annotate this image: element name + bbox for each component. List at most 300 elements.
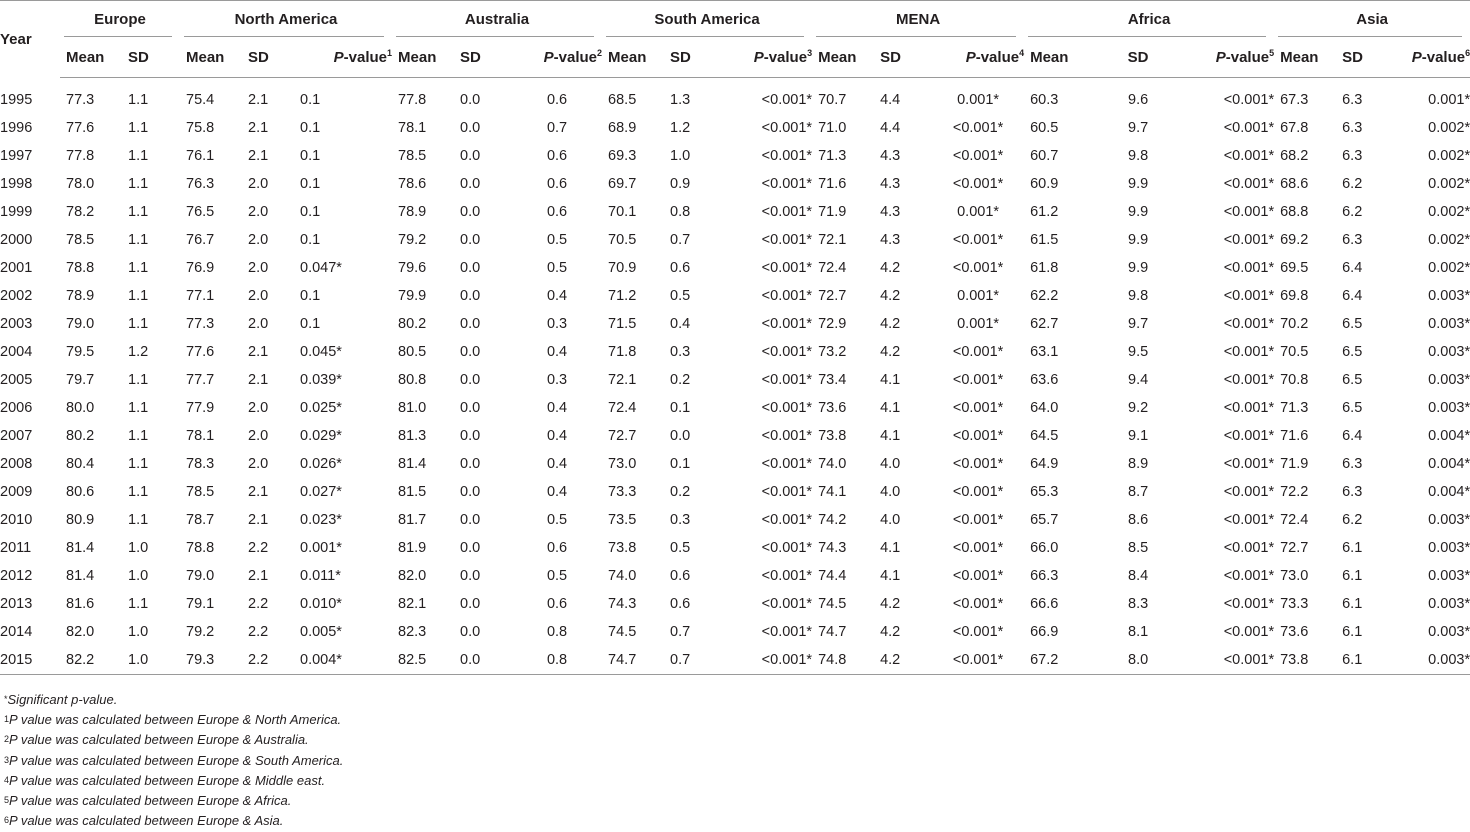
mean-cell: 73.8 <box>608 540 637 556</box>
mean-cell: 70.5 <box>608 232 637 248</box>
year-header: Year <box>0 1 60 78</box>
mean-cell: 69.8 <box>1280 288 1309 304</box>
mean-cell: 71.0 <box>818 120 847 136</box>
p-cell: 0.5 <box>546 260 568 276</box>
sd-cell: 0.0 <box>460 232 481 248</box>
mean-cell: 79.1 <box>186 596 215 612</box>
table-row <box>0 534 1470 562</box>
sd-cell: 0.6 <box>670 568 691 584</box>
mean-cell: 81.3 <box>398 428 427 444</box>
table-row <box>0 478 1470 506</box>
p-cell: 0.6 <box>546 204 568 220</box>
mean-cell: 74.5 <box>818 596 847 612</box>
sd-cell: 0.2 <box>670 484 691 500</box>
year-cell: 2010 <box>0 512 33 528</box>
p-cell: <0.001* <box>761 288 813 304</box>
mean-cell: 74.3 <box>608 596 637 612</box>
year-cell: 1999 <box>0 204 33 220</box>
mean-cell: 67.3 <box>1280 92 1309 108</box>
p-cell: <0.001* <box>1184 646 1274 675</box>
sd-cell: 1.1 <box>128 512 149 528</box>
mean-cell: 67.8 <box>1280 120 1309 136</box>
sd-cell: 0.0 <box>460 316 481 332</box>
mean-cell: 60.5 <box>1030 120 1059 136</box>
sd-cell: 0.0 <box>460 596 481 612</box>
sd-cell: 1.1 <box>128 92 149 108</box>
p-cell: 0.003* <box>1428 568 1470 584</box>
mean-cell: 79.5 <box>66 344 95 360</box>
sd-cell: 8.5 <box>1128 540 1149 556</box>
mean-cell: 70.1 <box>608 204 637 220</box>
sd-cell: 1.1 <box>128 428 149 444</box>
sd-cell: 2.1 <box>248 484 269 500</box>
p-cell: <0.001* <box>761 624 813 640</box>
sd-cell: 1.1 <box>128 120 149 136</box>
p-cell: <0.001* <box>761 428 813 444</box>
sd-cell: 9.2 <box>1128 400 1149 416</box>
mean-cell: 72.4 <box>608 400 637 416</box>
sd-cell: 4.1 <box>880 540 901 556</box>
mean-cell: 81.4 <box>398 456 427 472</box>
mean-cell: 79.9 <box>398 288 427 304</box>
p-cell: 0.004* <box>1428 428 1470 444</box>
mean-cell: 74.2 <box>818 512 847 528</box>
mean-cell: 77.8 <box>398 92 427 108</box>
footnote-mark: 1 <box>4 714 10 725</box>
mean-cell: 78.8 <box>186 540 215 556</box>
p-cell: 0.002* <box>1428 260 1470 276</box>
p-cell: <0.001* <box>761 260 813 276</box>
mean-cell: 74.5 <box>608 624 637 640</box>
mean-header-europe: Mean <box>60 37 128 78</box>
sd-cell: 6.1 <box>1342 596 1363 612</box>
sd-cell: 2.1 <box>248 372 269 388</box>
sd-cell: 4.3 <box>880 148 901 164</box>
p-cell: 0.6 <box>546 148 568 164</box>
p-cell: 0.002* <box>1428 176 1470 192</box>
p-cell: <0.001* <box>952 428 1004 444</box>
sd-cell: 9.8 <box>1128 288 1149 304</box>
footnote <box>4 710 343 730</box>
table-row <box>0 562 1470 590</box>
sd-cell: 6.5 <box>1342 344 1363 360</box>
sd-cell: 9.9 <box>1128 232 1149 248</box>
sd-cell: 0.1 <box>670 456 691 472</box>
p-value-header-north-america <box>300 37 392 78</box>
mean-cell: 72.7 <box>608 428 637 444</box>
table-row <box>0 198 1470 226</box>
sd-cell: 2.0 <box>248 428 269 444</box>
mean-cell: 78.9 <box>398 204 427 220</box>
p-suffix: -value <box>553 48 598 66</box>
mean-cell: 71.8 <box>608 344 637 360</box>
footnote <box>4 751 343 771</box>
footnote-mark: 4 <box>4 774 10 785</box>
table-row <box>0 86 1470 114</box>
sd-cell: 8.7 <box>1128 484 1149 500</box>
p-cell: 0.4 <box>546 456 568 472</box>
sd-cell: 0.0 <box>460 344 481 360</box>
mean-cell: 70.8 <box>1280 372 1309 388</box>
mean-cell: 80.9 <box>66 512 95 528</box>
p-letter: P <box>753 48 764 66</box>
sd-cell: 1.1 <box>128 148 149 164</box>
p-cell: <0.001* <box>1223 260 1275 276</box>
sd-cell: 0.0 <box>460 176 481 192</box>
p-cell: 0.003* <box>1428 512 1470 528</box>
table-row <box>0 226 1470 254</box>
mean-cell: 78.1 <box>398 120 427 136</box>
sd-cell: 6.4 <box>1342 288 1363 304</box>
p-cell: <0.001* <box>1223 596 1275 612</box>
p-cell: <0.001* <box>1223 148 1275 164</box>
sd-cell: 1.0 <box>128 540 149 556</box>
sd-cell: 6.3 <box>1342 484 1363 500</box>
p-cell: 0.003* <box>1428 400 1470 416</box>
mean-cell: 72.7 <box>1280 540 1309 556</box>
sd-cell: 9.4 <box>1128 372 1149 388</box>
sd-cell: 4.2 <box>880 624 901 640</box>
mean-cell: 73.3 <box>1280 596 1309 612</box>
sd-cell: 2.1 <box>248 92 269 108</box>
region-header-europe: Europe <box>60 1 180 38</box>
sd-cell: 1.1 <box>128 260 149 276</box>
mean-cell: 63.1 <box>1030 344 1059 360</box>
p-footnote-mark: 1 <box>387 47 393 58</box>
p-cell: 0.001* <box>1428 92 1470 108</box>
sd-cell: 9.9 <box>1128 260 1149 276</box>
footnote-text: Significant p-value. <box>7 692 118 707</box>
mean-header-mena: Mean <box>812 37 880 78</box>
sd-cell: 0.8 <box>670 204 691 220</box>
mean-cell: 72.2 <box>1280 484 1309 500</box>
mean-cell: 82.2 <box>60 646 128 675</box>
p-footnote-mark: 6 <box>1465 47 1470 58</box>
mean-cell: 78.2 <box>66 204 95 220</box>
mean-cell: 64.9 <box>1030 456 1059 472</box>
sd-cell: 1.0 <box>128 646 180 675</box>
p-cell: <0.001* <box>1223 540 1275 556</box>
sd-cell: 1.1 <box>128 204 149 220</box>
sd-cell: 4.4 <box>880 120 901 136</box>
p-cell: 0.001* <box>957 288 1000 304</box>
p-cell: 0.1 <box>300 148 321 164</box>
sd-cell: 0.0 <box>460 204 481 220</box>
sd-cell: 4.3 <box>880 232 901 248</box>
year-cell: 2012 <box>0 568 33 584</box>
mean-cell: 79.6 <box>398 260 427 276</box>
mean-cell: 74.8 <box>812 646 880 675</box>
mean-cell: 61.5 <box>1030 232 1059 248</box>
mean-header-australia: Mean <box>392 37 460 78</box>
sd-cell: 9.9 <box>1128 176 1149 192</box>
mean-cell: 73.0 <box>608 456 637 472</box>
mean-cell: 72.1 <box>608 372 637 388</box>
mean-cell: 70.2 <box>1280 316 1309 332</box>
mean-cell: 78.5 <box>398 148 427 164</box>
p-cell: <0.001* <box>952 540 1004 556</box>
p-cell: 0.6 <box>546 540 568 556</box>
footnote-text: P value was calculated between Europe & Asia. <box>9 813 284 829</box>
p-cell: 0.003* <box>1428 596 1470 612</box>
sd-cell: 0.0 <box>460 372 481 388</box>
p-cell: 0.003* <box>1428 372 1470 388</box>
sd-header-asia: SD <box>1342 37 1394 78</box>
sd-cell: 6.3 <box>1342 120 1363 136</box>
mean-cell: 77.6 <box>186 344 215 360</box>
mean-cell: 73.2 <box>818 344 847 360</box>
sd-cell: 4.4 <box>880 92 901 108</box>
mean-cell: 80.2 <box>398 316 427 332</box>
p-cell: <0.001* <box>952 624 1004 640</box>
p-cell: 0.002* <box>1428 120 1470 136</box>
p-cell: 0.4 <box>546 428 568 444</box>
sd-cell: 0.7 <box>670 232 691 248</box>
mean-cell: 74.3 <box>818 540 847 556</box>
table-row <box>0 450 1470 478</box>
sd-header-europe: SD <box>128 37 180 78</box>
sd-cell: 2.0 <box>248 456 269 472</box>
mean-cell: 79.7 <box>66 372 95 388</box>
sd-cell: 4.0 <box>880 512 901 528</box>
p-cell: 0.3 <box>546 316 568 332</box>
sd-cell: 9.1 <box>1128 428 1149 444</box>
mean-cell: 65.7 <box>1030 512 1059 528</box>
sd-cell: 6.4 <box>1342 260 1363 276</box>
sd-cell: 0.0 <box>460 148 481 164</box>
sd-cell: 1.0 <box>670 148 691 164</box>
p-cell: <0.001* <box>952 568 1004 584</box>
mean-cell: 70.5 <box>1280 344 1309 360</box>
sd-header-africa: SD <box>1092 37 1184 78</box>
mean-cell: 74.4 <box>818 568 847 584</box>
mean-cell: 80.0 <box>66 400 95 416</box>
sd-cell: 6.3 <box>1342 232 1363 248</box>
mean-cell: 79.0 <box>186 568 215 584</box>
p-cell: <0.001* <box>952 232 1004 248</box>
sd-cell: 6.1 <box>1342 568 1363 584</box>
sd-cell: 4.3 <box>880 176 901 192</box>
mean-cell: 81.9 <box>398 540 427 556</box>
sd-cell: 2.0 <box>248 400 269 416</box>
sd-cell: 1.1 <box>128 372 149 388</box>
mean-header-africa: Mean <box>1024 37 1092 78</box>
mean-cell: 66.3 <box>1030 568 1059 584</box>
p-cell: <0.001* <box>952 596 1004 612</box>
p-letter: P <box>965 48 976 66</box>
mean-cell: 66.0 <box>1030 540 1059 556</box>
p-cell: 0.039* <box>300 372 342 388</box>
mean-cell: 71.9 <box>818 204 847 220</box>
p-cell: 0.1 <box>300 120 321 136</box>
p-value-header-asia <box>1394 37 1470 78</box>
sd-cell: 0.0 <box>460 624 481 640</box>
sd-cell: 1.1 <box>128 596 149 612</box>
sd-cell: 4.2 <box>880 646 932 675</box>
mean-cell: 80.8 <box>398 372 427 388</box>
sd-cell: 4.0 <box>880 484 901 500</box>
p-cell: <0.001* <box>952 400 1004 416</box>
p-cell: <0.001* <box>761 596 813 612</box>
sd-cell: 8.0 <box>1092 646 1184 675</box>
mean-cell: 77.9 <box>186 400 215 416</box>
mean-cell: 70.7 <box>818 92 847 108</box>
sd-cell: 0.0 <box>460 646 512 675</box>
p-value-header-australia <box>512 37 602 78</box>
footnote-text: P value was calculated between Europe & Australia. <box>9 732 309 748</box>
sd-cell: 8.3 <box>1128 596 1149 612</box>
mean-cell: 78.7 <box>186 512 215 528</box>
p-cell: 0.003* <box>1428 316 1470 332</box>
p-suffix: -value <box>343 48 387 66</box>
table-row <box>0 142 1470 170</box>
p-suffix: -value <box>763 48 808 66</box>
footnote-mark: 3 <box>4 754 10 765</box>
mean-cell: 73.3 <box>608 484 637 500</box>
mean-cell: 70.9 <box>608 260 637 276</box>
mean-cell: 60.7 <box>1030 148 1059 164</box>
sd-cell: 4.2 <box>880 316 901 332</box>
sd-cell: 9.9 <box>1128 204 1149 220</box>
p-cell: 0.003* <box>1394 646 1470 675</box>
p-cell: 0.003* <box>1428 344 1470 360</box>
mean-cell: 82.3 <box>398 624 427 640</box>
mean-cell: 77.6 <box>66 120 95 136</box>
mean-cell: 82.0 <box>66 624 95 640</box>
table-row <box>0 114 1470 142</box>
mean-cell: 66.9 <box>1030 624 1059 640</box>
year-cell: 2015 <box>0 646 60 675</box>
p-cell: <0.001* <box>952 484 1004 500</box>
table-row <box>0 338 1470 366</box>
sd-header-australia: SD <box>460 37 512 78</box>
p-letter: P <box>543 48 554 66</box>
p-cell: 0.5 <box>546 568 568 584</box>
mean-cell: 75.8 <box>186 120 215 136</box>
p-cell: 0.026* <box>300 456 342 472</box>
mean-cell: 67.2 <box>1024 646 1092 675</box>
year-cell: 2013 <box>0 596 33 612</box>
sd-cell: 2.0 <box>248 288 269 304</box>
mean-cell: 76.1 <box>186 148 215 164</box>
p-cell: 0.6 <box>546 92 568 108</box>
sd-cell: 9.5 <box>1128 344 1149 360</box>
sd-cell: 4.0 <box>880 456 901 472</box>
sd-cell: 2.1 <box>248 148 269 164</box>
sd-cell: 4.3 <box>880 204 901 220</box>
mean-cell: 71.2 <box>608 288 637 304</box>
sd-cell: 1.2 <box>128 344 149 360</box>
p-cell: <0.001* <box>952 260 1004 276</box>
mean-cell: 77.8 <box>66 148 95 164</box>
p-cell: <0.001* <box>952 344 1004 360</box>
sd-cell: 0.7 <box>670 646 722 675</box>
mean-cell: 62.2 <box>1030 288 1059 304</box>
mean-cell: 77.3 <box>66 92 95 108</box>
p-cell: 0.001* <box>957 316 1000 332</box>
sd-cell: 1.1 <box>128 288 149 304</box>
sd-cell: 6.3 <box>1342 92 1363 108</box>
sd-cell: 4.2 <box>880 344 901 360</box>
mean-cell: 74.0 <box>608 568 637 584</box>
year-cell: 2004 <box>0 344 33 360</box>
p-letter: P <box>1411 48 1422 66</box>
p-cell: 0.011* <box>300 568 341 584</box>
mean-cell: 78.5 <box>186 484 215 500</box>
p-cell: 0.6 <box>546 596 568 612</box>
mean-cell: 63.6 <box>1030 372 1059 388</box>
p-cell: 0.6 <box>546 176 568 192</box>
mean-cell: 77.7 <box>186 372 215 388</box>
mean-cell: 69.5 <box>1280 260 1309 276</box>
sd-cell: 1.2 <box>670 120 691 136</box>
sd-cell: 9.7 <box>1128 316 1149 332</box>
sd-cell: 9.7 <box>1128 120 1149 136</box>
p-cell: <0.001* <box>1223 344 1275 360</box>
sd-cell: 2.0 <box>248 204 269 220</box>
p-suffix: -value <box>975 48 1020 66</box>
p-cell: <0.001* <box>761 204 813 220</box>
mean-cell: 78.1 <box>186 428 215 444</box>
p-cell: 0.3 <box>546 372 568 388</box>
year-cell: 2002 <box>0 288 33 304</box>
sd-cell: 0.6 <box>670 596 691 612</box>
mean-cell: 71.9 <box>1280 456 1309 472</box>
mean-cell: 81.6 <box>66 596 95 612</box>
p-cell: 0.027* <box>300 484 342 500</box>
footnote-text: P value was calculated between Europe & Middle east. <box>9 772 326 788</box>
sd-cell: 0.6 <box>670 260 691 276</box>
mean-cell: 76.5 <box>186 204 215 220</box>
mean-cell: 73.8 <box>818 428 847 444</box>
p-letter: P <box>1215 48 1226 66</box>
sd-cell: 2.1 <box>248 568 269 584</box>
sd-cell: 6.5 <box>1342 316 1363 332</box>
mean-cell: 73.6 <box>818 400 847 416</box>
mean-cell: 74.1 <box>818 484 847 500</box>
mean-cell: 68.6 <box>1280 176 1309 192</box>
sd-cell: 6.5 <box>1342 400 1363 416</box>
mean-cell: 82.0 <box>398 568 427 584</box>
p-cell: <0.001* <box>722 646 812 675</box>
p-cell: 0.5 <box>546 232 568 248</box>
mean-cell: 71.5 <box>608 316 637 332</box>
sd-cell: 0.0 <box>460 512 481 528</box>
mean-cell: 68.8 <box>1280 204 1309 220</box>
mean-cell: 60.9 <box>1030 176 1059 192</box>
mean-cell: 78.9 <box>66 288 95 304</box>
p-cell: 0.045* <box>300 344 342 360</box>
year-cell: 2011 <box>0 540 32 556</box>
table-body <box>0 78 1470 675</box>
mean-cell: 78.0 <box>66 176 95 192</box>
p-cell: <0.001* <box>932 646 1024 675</box>
sd-cell: 0.1 <box>670 400 691 416</box>
sd-cell: 4.1 <box>880 372 901 388</box>
p-cell: 0.004* <box>1428 456 1470 472</box>
mean-cell: 68.2 <box>1280 148 1309 164</box>
sd-cell: 4.1 <box>880 428 901 444</box>
table-row <box>0 310 1470 338</box>
sd-cell: 6.1 <box>1342 540 1363 556</box>
mean-cell: 66.6 <box>1030 596 1059 612</box>
sd-cell: 6.1 <box>1342 646 1394 675</box>
p-cell: 0.8 <box>546 624 568 640</box>
mean-cell: 62.7 <box>1030 316 1059 332</box>
footnote <box>4 791 343 811</box>
p-cell: 0.1 <box>300 176 321 192</box>
mean-cell: 80.4 <box>66 456 95 472</box>
